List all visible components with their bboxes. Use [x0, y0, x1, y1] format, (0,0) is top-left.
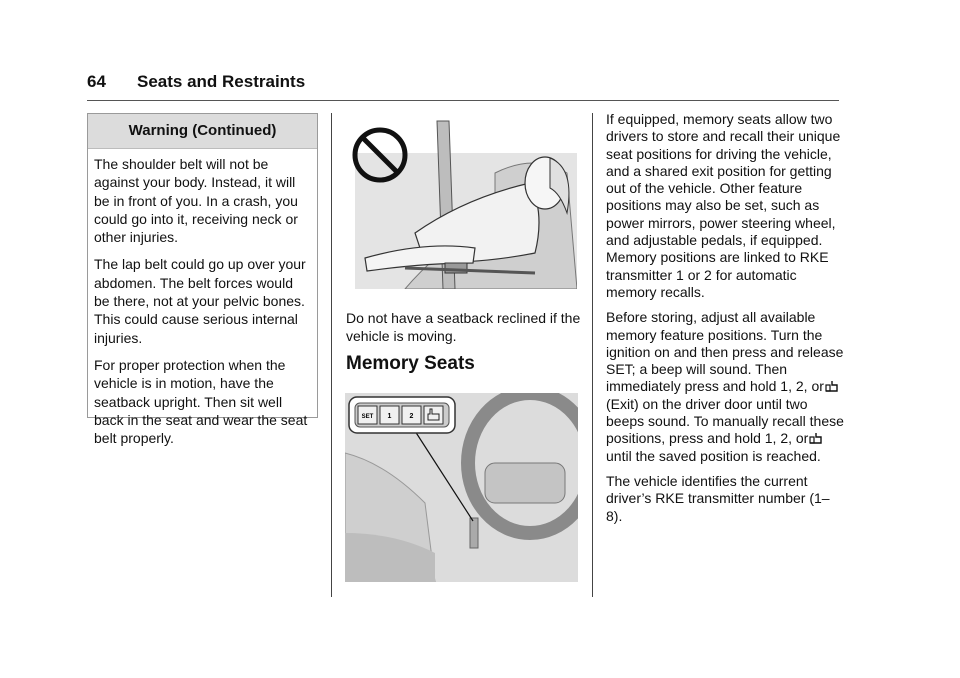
page-header	[87, 70, 839, 101]
exit-seat-icon	[825, 380, 838, 392]
memory-seats-text	[606, 111, 844, 533]
page-number: 64	[87, 72, 106, 91]
button-2-label: 2	[409, 413, 414, 420]
button-1-label: 1	[387, 413, 392, 420]
memory-seats-heading: Memory Seats	[346, 353, 475, 374]
warning-paragraph: The lap belt could go up over your abdomen. The belt forces would be there, not at your pelvic bones. This could cause serious internal injuries.	[94, 256, 306, 346]
column-divider	[331, 113, 332, 597]
memory-buttons-illustration	[345, 393, 578, 582]
warning-paragraph: For proper protection when the vehicle is in motion, have the seatback upright. Then sit well back in the seat and wear the seat belt properly.	[94, 356, 308, 447]
set-button-label: SET	[361, 414, 374, 420]
warning-box	[87, 113, 318, 447]
section-title: Seats and Restraints	[137, 72, 306, 91]
warning-body	[88, 149, 317, 447]
figure-caption: Do not have a seatback reclined if the vehicle is moving.	[346, 310, 581, 344]
paragraph-identify: The vehicle identifies the current driver’s RKE transmitter number (1–8).	[606, 472, 830, 524]
exit-seat-icon	[809, 432, 822, 444]
column-divider	[592, 113, 593, 597]
exit-button	[424, 406, 443, 424]
storing-text-c: until the saved position is reached.	[606, 447, 821, 464]
reclined-seat-illustration	[345, 113, 577, 289]
warning-paragraph: The shoulder belt will not be against your body. Instead, it will be in front of you. In a crash, you could go into it, receiving neck or other injuries.	[94, 156, 298, 246]
paragraph-storing	[606, 309, 844, 465]
warning-title: Warning (Continued)	[88, 114, 317, 149]
paragraph-intro: If equipped, memory seats allow two drivers to store and recall their unique seat positions for driving the vehicle, and a shared exit position for getting out of the vehicle. Other feature positions may also be set, such as power mirrors, power steering wheel, and adjustable pedals, if equipped. Memory positions are linked to RKE transmitter 1 or 2 for automatic memory recalls.	[606, 111, 841, 300]
storing-text-a: Before storing, adjust all available memory feature positions. Turn the ignition on and then press and release SET; a beep will sound. Then immediately press and hold 1, 2, or	[606, 309, 844, 395]
storing-text-b: (Exit) on the driver door until two beeps sound. To manually recall these positions, press and hold 1, 2, or	[606, 395, 844, 447]
